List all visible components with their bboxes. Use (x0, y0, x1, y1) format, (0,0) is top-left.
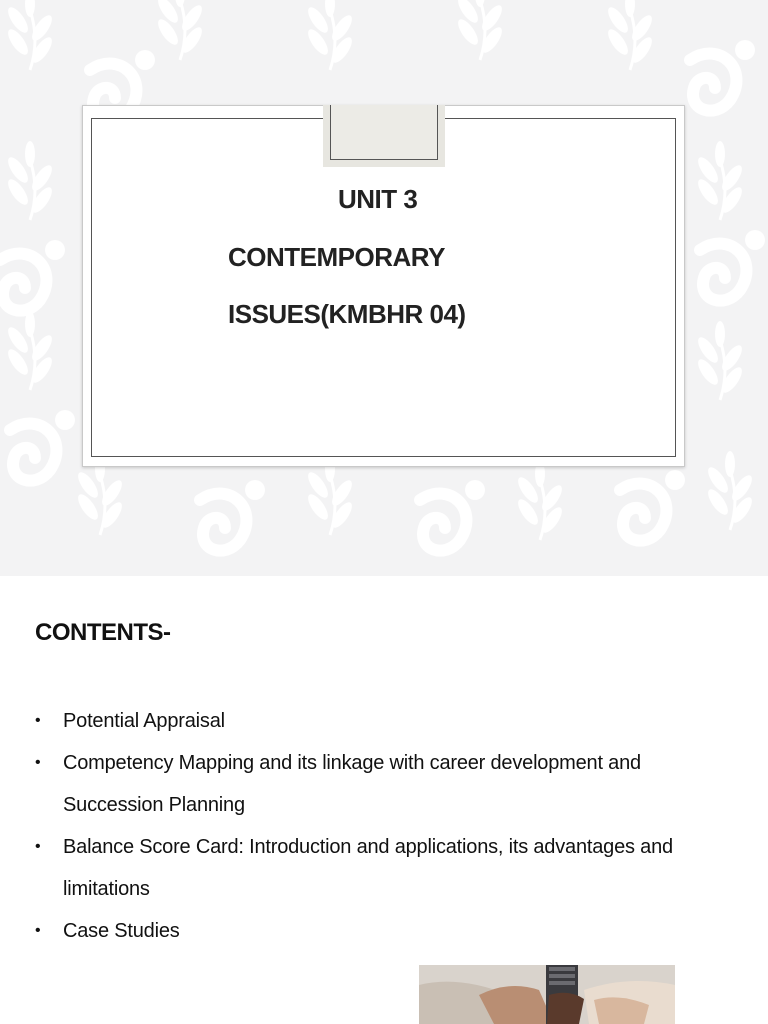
hands-photo-illustration (419, 965, 675, 1024)
list-item-text: Balance Score Card: Introduction and applications, its advantages and limitations (63, 836, 673, 900)
bullet-icon: • (35, 838, 41, 855)
list-item-text: Potential Appraisal (63, 710, 225, 732)
title-line-1: CONTEMPORARY (228, 242, 445, 272)
list-item-text: Competency Mapping and its linkage with career development and Succession Planning (63, 752, 641, 816)
bullet-icon: • (35, 754, 41, 771)
contents-list (35, 700, 725, 952)
hands-photo (419, 965, 675, 1024)
title-frame (91, 118, 676, 457)
list-item-text: Case Studies (63, 920, 180, 942)
bullet-icon: • (35, 922, 41, 939)
list-item (35, 910, 725, 952)
title-tab-decoration (323, 105, 445, 167)
title-card (82, 105, 685, 467)
unit-title: UNIT 3 (338, 184, 418, 214)
title-line-2: ISSUES(KMBHR 04) (228, 299, 466, 329)
list-item (35, 826, 725, 910)
contents-heading: CONTENTS- (35, 619, 171, 646)
list-item (35, 742, 725, 826)
list-item (35, 700, 725, 742)
contents-slide (0, 576, 768, 1024)
bullet-icon: • (35, 712, 41, 729)
